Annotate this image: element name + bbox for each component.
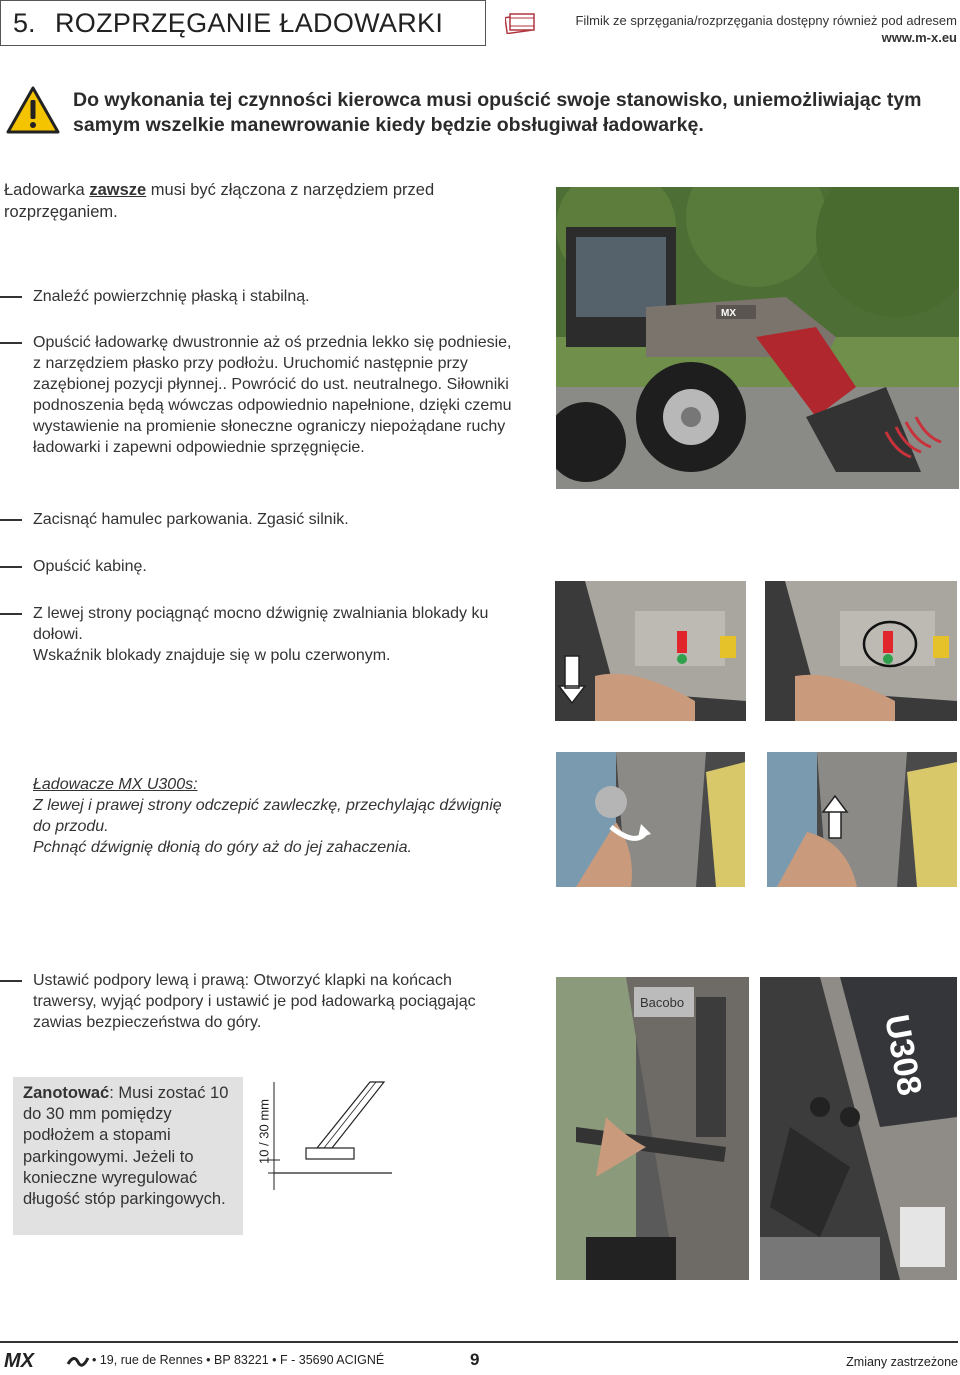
step-dash: [0, 342, 22, 344]
mx-logo: [4, 1350, 90, 1370]
mx-u300s-line1: Z lewej i prawej strony odczepić zawleczkę, przechylając dźwignię do przodu.: [33, 797, 502, 835]
warning-text: Do wykonania tej czynności kierowca musi opuścić swoje stanowisko, uniemożliwiając tym samym wszelkie manewrowanie kiedy będzie obsługiwał ładowarkę.: [73, 89, 922, 136]
loader-model-label: U308: [877, 1011, 929, 1099]
step-item: [33, 603, 503, 666]
step-text: Znaleźć powierzchnię płaską i stabilną.: [33, 288, 310, 305]
step-item: [33, 970, 513, 1033]
step-dash: [0, 296, 22, 298]
tractor-model-label: MX: [721, 308, 736, 319]
mx-u300s-title: Ładowacze MX U300s:: [33, 776, 198, 793]
step-dash: [0, 613, 22, 615]
video-icon: [505, 12, 535, 34]
warning-triangle-icon: [6, 86, 60, 134]
support-placement-photo: [556, 977, 749, 1280]
lever-push-photo: [767, 752, 957, 887]
step-text: Ustawić podpory lewą i prawą: Otworzyć klapki na końcach trawersy, wyjąć podpory i ustawić je pod ładowarką pociągając zawias bezpieczeństwa do góry.: [33, 972, 476, 1031]
lever-pull-photo: [555, 581, 746, 721]
intro-paragraph: [4, 179, 504, 223]
section-title: ROZPRZĘGANIE ŁADOWARKI: [55, 7, 444, 38]
note-text: : Musi zostać 10 do 30 mm pomiędzy podłożem a stopami parkingowymi. Jeżeli to konieczne wyregulować długość stóp parkingowych.: [23, 1084, 229, 1209]
step-text: Opuścić ładowarkę dwustronnie aż oś przednia lekko się podniesie, z narzędziem płasko przy podłożu. Uruchomić następnie przy zazębionej pozycji płynnej.. Powrócić do ust. neutralnego. Siłowniki podnoszenia będą wówczas odpowiednio napełnione, dzięki czemu wystawienie na promienie słoneczne ograniczy niepożądane ruchy ładowarki i zapewni odpowiednie sprzęgnięcie.: [33, 334, 512, 456]
intro-text-before: Ładowarka: [4, 181, 90, 199]
mx-u300s-line2: Pchnąć dźwignię dłonią do góry aż do jej zahaczenia.: [33, 839, 412, 856]
mx-u300s-section: [33, 774, 503, 858]
intro-emphasis: zawsze: [89, 181, 147, 199]
step-text: Zacisnąć hamulec parkowania. Zgasić silnik.: [33, 511, 349, 528]
note-box: [13, 1077, 243, 1235]
step-item: [33, 286, 513, 307]
intro-text-after: musi być złączona z narzędziem przed rozprzęganiem.: [4, 181, 435, 221]
page-number: 9: [470, 1350, 480, 1369]
note-label: Zanotować: [23, 1084, 110, 1102]
step-item: [33, 556, 513, 577]
step-dash: [0, 980, 22, 982]
tractor-with-loader-photo: [556, 187, 959, 489]
step-text: Z lewej strony pociągnąć mocno dźwignię zwalniania blokady ku dołowi.: [33, 605, 489, 643]
section-number: 5.: [13, 7, 36, 38]
step-dash: [0, 566, 22, 568]
pin-removal-photo: [556, 752, 745, 887]
step-text: Opuścić kabinę.: [33, 558, 147, 575]
section-title-box: [0, 0, 486, 46]
svg-text:MX: MX: [4, 1350, 34, 1370]
footer-address: • 19, rue de Rennes • BP 83221 • F - 35690 ACIGNÉ: [92, 1353, 385, 1367]
lever-indicator-photo: [765, 581, 957, 721]
dimension-label: 10 / 30 mm: [256, 1098, 272, 1165]
step-text-continued: Wskaźnik blokady znajduje się w polu czerwonym.: [33, 647, 391, 664]
step-dash: [0, 519, 22, 521]
parking-foot-diagram: [262, 1080, 392, 1195]
tractor-brand-label: Bacobo: [640, 995, 685, 1010]
step-item: [33, 509, 513, 530]
footer-rights: Zmiany zastrzeżone: [846, 1355, 958, 1369]
video-url-link[interactable]: www.m-x.eu: [881, 30, 957, 45]
video-note-text: Filmik ze sprzęgania/rozprzęgania dostępny również pod adresem: [575, 13, 957, 28]
step-item: [33, 332, 513, 458]
video-note: [541, 12, 957, 46]
loader-u308-photo: [760, 977, 957, 1280]
footer-divider: [0, 1341, 958, 1343]
